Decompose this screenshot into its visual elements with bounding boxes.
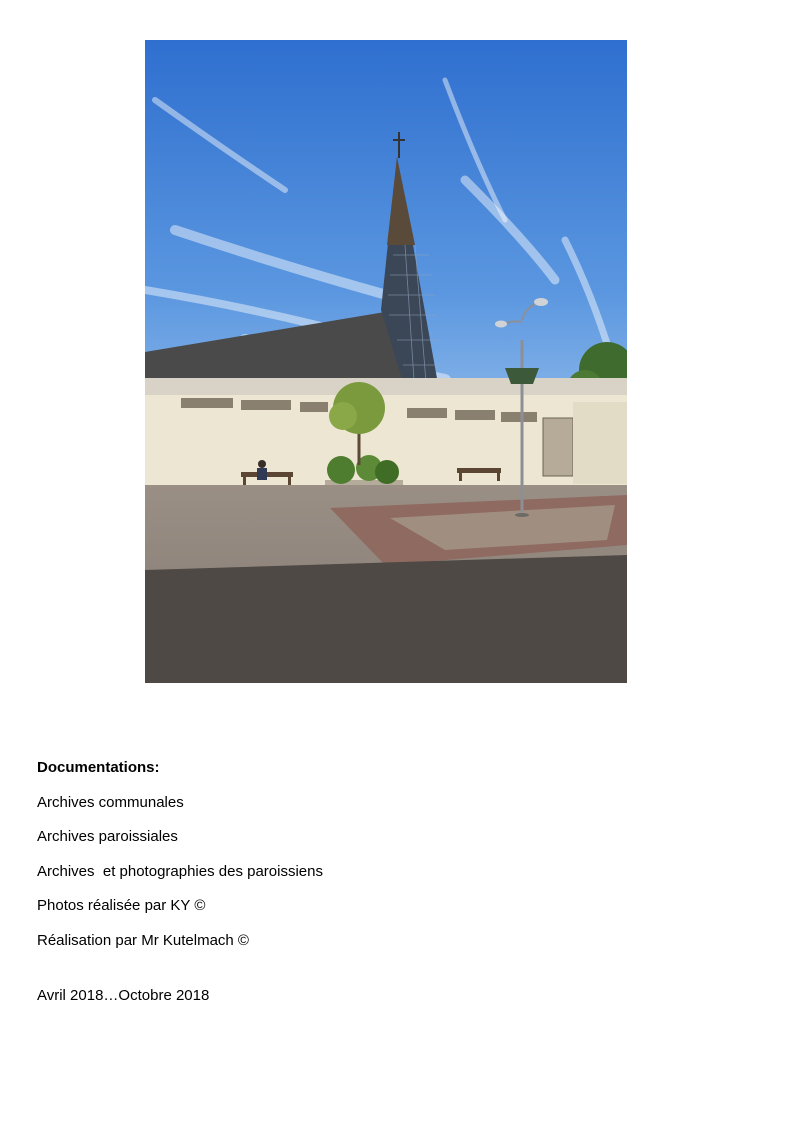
church-photo — [145, 40, 627, 683]
documentation-heading: Documentations: — [37, 759, 160, 776]
documentation-line: Archives et photographies des paroissiens — [37, 863, 323, 880]
documentation-line: Photos réalisée par KY © — [37, 897, 206, 914]
roof-edge — [145, 378, 627, 396]
documentation-line: Archives communales — [37, 794, 184, 811]
documentation-line: Réalisation par Mr Kutelmach © — [37, 932, 249, 949]
church-door — [543, 418, 573, 476]
shadow — [145, 555, 627, 683]
documentation-line: Archives paroissiales — [37, 828, 178, 845]
church-illustration — [145, 40, 627, 683]
documentation-date: Avril 2018…Octobre 2018 — [37, 987, 210, 1004]
person — [257, 460, 267, 480]
